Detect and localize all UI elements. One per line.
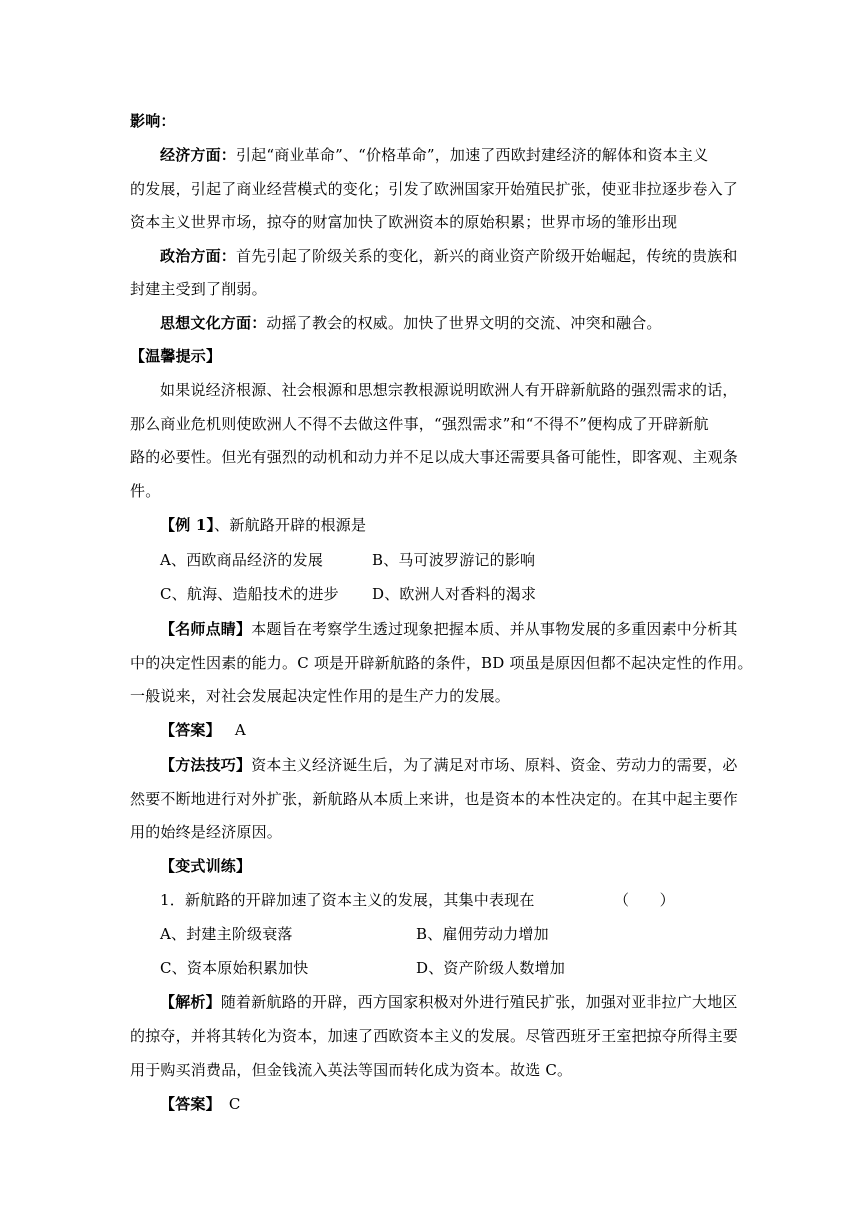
method-line-3: 用的始终是经济原因。 bbox=[130, 823, 283, 841]
answer-label: 【答案】 bbox=[160, 721, 221, 739]
example-1-option-a: A、西欧商品经济的发展 bbox=[160, 551, 324, 569]
analysis-label: 【解析】 bbox=[160, 993, 221, 1011]
comment-label: 【名师点睛】 bbox=[160, 620, 252, 638]
example-1-option-d: D、欧洲人对香料的渴求 bbox=[372, 585, 537, 603]
economy-paragraph-line-3: 资本主义世界市场，掠夺的财富加快了欧洲资本的原始积累；世界市场的雏形出现 bbox=[130, 213, 678, 231]
tip-line-3: 路的必要性。但光有强烈的动机和动力并不足以成大事还需要具备可能性，即客观、主观条 bbox=[130, 448, 739, 466]
comment-line-2: 中的决定性因素的能力。C 项是开辟新航路的条件，BD 项虽是原因但都不起决定性的作用。 bbox=[130, 654, 753, 672]
culture-paragraph: 思想文化方面：动摇了教会的权威。加快了世界文明的交流、冲突和融合。 bbox=[160, 314, 662, 332]
politics-paragraph-line-2: 封建主受到了削弱。 bbox=[130, 280, 267, 298]
politics-paragraph-line-1: 政治方面：首先引起了阶级关系的变化，新兴的商业资产阶级开始崛起，传统的贵族和 bbox=[160, 247, 738, 265]
example-1-answer bbox=[160, 720, 770, 740]
tip-line-2: 那么商业危机则使欧洲人不得不去做这件事，“强烈需求”和“不得不”便构成了开辟新航 bbox=[130, 415, 709, 433]
example-1-option-c: C、航海、造船技术的进步 bbox=[160, 585, 339, 603]
variant-answer bbox=[160, 1094, 770, 1114]
answer-value: A bbox=[234, 721, 246, 739]
tip-heading: 【温馨提示】 bbox=[130, 347, 222, 365]
economy-paragraph-line-1: 经济方面：引起“商业革命”、“价格革命”，加速了西欧封建经济的解体和资本主义 bbox=[160, 146, 709, 164]
variant-heading: 【变式训练】 bbox=[160, 857, 252, 875]
variant-option-d: D、资产阶级人数增加 bbox=[416, 959, 566, 977]
answer-value: C bbox=[228, 1095, 241, 1113]
economy-paragraph-line-2: 的发展，引起了商业经营模式的变化；引发了欧洲国家开始殖民扩张，使亚非拉逐步卷入了 bbox=[130, 180, 739, 198]
example-1-options-row-1 bbox=[160, 550, 770, 570]
culture-label: 思想文化方面： bbox=[160, 314, 267, 332]
comment-line-3: 一般说来，对社会发展起决定性作用的是生产力的发展。 bbox=[130, 687, 511, 705]
example-1-question: 【例 1】、新航路开辟的根源是 bbox=[160, 516, 367, 534]
variant-option-b: B、雇佣劳动力增加 bbox=[416, 925, 549, 943]
impact-heading: 影响： bbox=[130, 112, 176, 130]
example-1-label: 【例 1】 bbox=[160, 516, 215, 534]
analysis-line-3: 用于购买消费品，但金钱流入英法等国而转化成为资本。故选 C。 bbox=[130, 1061, 573, 1079]
variant-question: 1．新航路的开辟加速了资本主义的发展，其集中表现在 （ ） bbox=[160, 891, 675, 909]
example-1-option-b: B、马可波罗游记的影响 bbox=[372, 551, 536, 569]
economy-label: 经济方面： bbox=[160, 146, 237, 164]
politics-label: 政治方面： bbox=[160, 247, 237, 265]
method-line-1: 【方法技巧】资本主义经济诞生后，为了满足对市场、原料、资金、劳动力的需要，必 bbox=[160, 756, 738, 774]
method-label: 【方法技巧】 bbox=[160, 756, 252, 774]
variant-option-a: A、封建主阶级衰落 bbox=[160, 925, 293, 943]
analysis-line-1: 【解析】随着新航路的开辟，西方国家积极对外进行殖民扩张，加强对亚非拉广大地区 bbox=[160, 993, 738, 1011]
comment-line-1: 【名师点睛】本题旨在考察学生透过现象把握本质、并从事物发展的多重因素中分析其 bbox=[160, 620, 738, 638]
method-line-2: 然要不断地进行对外扩张，新航路从本质上来讲，也是资本的本性决定的。在其中起主要作 bbox=[130, 790, 739, 808]
tip-line-1: 如果说经济根源、社会根源和思想宗教根源说明欧洲人有开辟新航路的强烈需求的话， bbox=[160, 381, 738, 399]
tip-line-4: 件。 bbox=[130, 482, 161, 500]
analysis-line-2: 的掠夺，并将其转化为资本，加速了西欧资本主义的发展。尽管西班牙王室把掠夺所得主要 bbox=[130, 1027, 739, 1045]
answer-label: 【答案】 bbox=[160, 1095, 221, 1113]
variant-option-c: C、资本原始积累加快 bbox=[160, 959, 309, 977]
variant-options-row-2 bbox=[160, 958, 770, 978]
example-1-options-row-2 bbox=[160, 584, 770, 604]
variant-options-row-1 bbox=[160, 924, 770, 944]
answer-blank: （ ） bbox=[614, 891, 675, 909]
